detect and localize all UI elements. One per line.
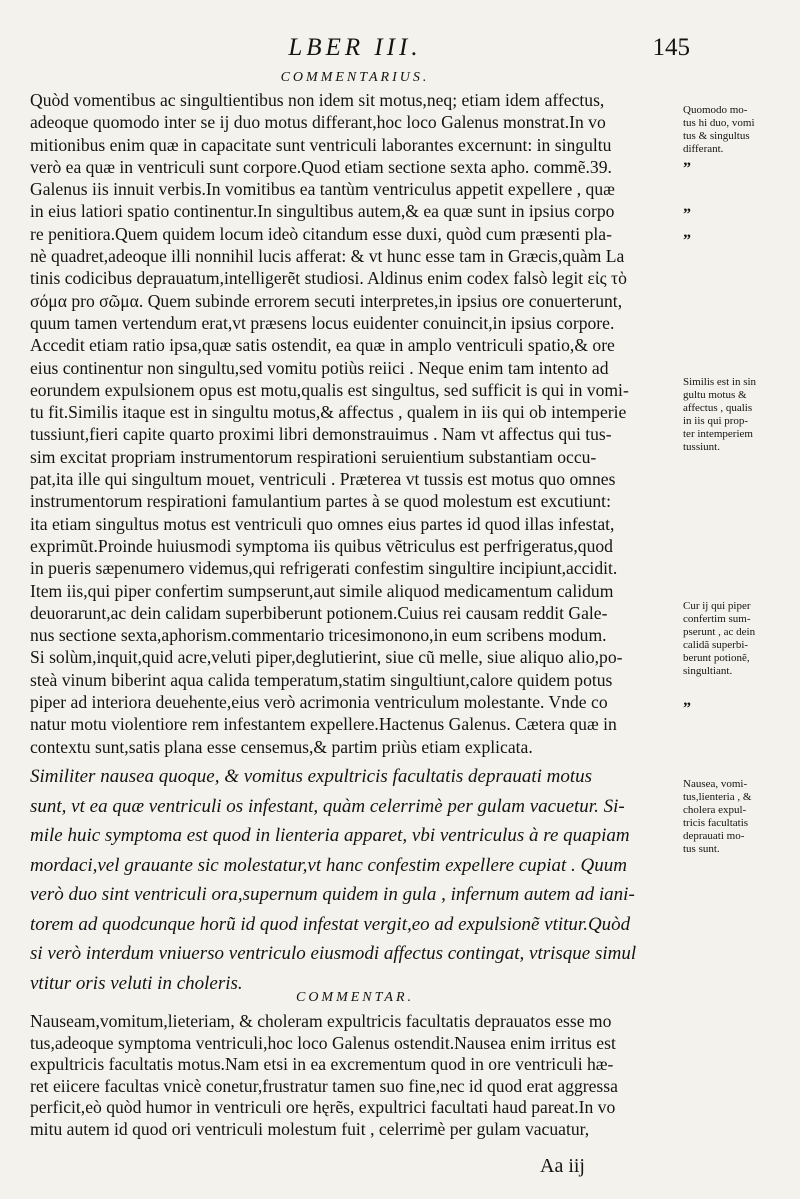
margin-note-line: pserunt , ac dein [683, 626, 756, 638]
text-line: expultricis facultatis motus.Nam etsi in ea excrementum quod in ore ventriculi hæ- [30, 1054, 614, 1074]
text-line: ita etiam singultus motus est ventriculi quo omnes eius partes id quod illas infestat, [30, 513, 615, 534]
text-line: σόμα pro σῶμα. Quem subinde errorem secuti interpretes,in ipsius ore conuerterunt, [30, 290, 623, 311]
text-line: Si solùm,inquit,quid acre,veluti piper,deglutierint, siue cũ melle, siue aliquo alio,po- [30, 647, 623, 668]
text-line: contextu sunt,satis plana esse censemus,& partim priùs etiam explicata. [30, 736, 533, 757]
text-line: nè quadret,adeoque illi nonnihil lucis afferat: & vt hunc esse tam in Græcis,quàm La [30, 246, 625, 267]
text-line: in pueris sæpenumero videmus,qui refrigerati confestim singultire incipiunt,accidit. [30, 558, 618, 579]
text-line: sim excitat propriam instrumentorum respirationi seruientium substantiam occu- [30, 446, 597, 467]
page-number: 145 [652, 34, 690, 61]
text-line: in eius latiori spatio continentur.In singultibus autem,& ea quæ sunt in ipsius corpo [30, 201, 615, 222]
text-line: eorundem expulsionem opus est motu,qualis est singultus, sed sufficit is qui in vomi- [30, 379, 629, 400]
text-line: ret eiicere facultas vnicè conetur,frustratur tamen suo fine,nec id quod erat aggressa [30, 1075, 618, 1096]
margin-note-line: gultu motus & [683, 389, 747, 401]
text-line: vtitur oris veluti in choleris. [30, 972, 243, 994]
margin-note-line: Nausea, vomi- [683, 778, 748, 790]
margin-note-line: confertim sum- [683, 613, 751, 625]
margin-note-line: affectus , qualis [683, 402, 753, 414]
quote-marker: ” [683, 232, 691, 249]
signature-mark: Aa iij [540, 1155, 585, 1177]
quote-marker: ” [683, 206, 691, 223]
margin-note [683, 104, 793, 156]
text-line: tu fit.Similis itaque est in singultu motus,& affectus , qualem in iis qui ob intemperie [30, 402, 627, 423]
text-line: perficit,eò quòd humor in ventriculi ore hęrẽs, expultrici facultati haud pareat.In vo [30, 1097, 616, 1117]
text-line: re penitiora.Quem quidem locum ideò citandum esse duxi, quòd cum præsenti pla- [30, 223, 612, 244]
margin-note-line: tus hi duo, vomi [683, 117, 755, 129]
margin-note-line: tricis facultatis [683, 817, 749, 829]
text-line: Quòd vomentibus ac singultientibus non idem sit motus,neq; etiam idem affectus, [30, 90, 605, 110]
margin-note-line: Quomodo mo- [683, 104, 748, 116]
text-line: tinis codicibus deprauatum,intelligerẽt studiosi. Aldinus enim codex falsò legit εἰς τὸ [30, 268, 627, 289]
text-line: nus sectione sexta,aphorism.commentario tricesimonono,in eum scribens modum. [30, 625, 607, 646]
text-line: adeoque quomodo inter se ij duo motus differant,hoc loco Galenus monstrat.In vo [30, 112, 606, 133]
margin-note-line: calidã superbi- [683, 639, 749, 651]
section-heading-commentar: COMMENTAR. [295, 990, 414, 1005]
text-line: deuorarunt,ac dein calidam superbiberunt potionem.Cuius rei causam reddit Gale- [30, 602, 608, 623]
margin-note-line: differant. [683, 143, 724, 155]
text-line: Galenus iis innuit verbis.In vomitibus ea tantùm ventriculus appetit expellere , quæ [30, 179, 615, 200]
text-line: verò ea quæ in ventriculi sunt corpore.Quod etiam sectione sexta apho. commẽ.39. [30, 156, 612, 177]
text-line: mile huic symptoma est quod in lienteria apparet, vbi ventriculus à re quapiam [30, 825, 630, 846]
text-line: instrumentorum respirationi famulantium partes à se quod molestum est excutiunt: [30, 491, 611, 512]
text-line: natur motu violentiore rem infestantem expellere.Hactenus Galenus. Cætera quæ in [30, 714, 617, 735]
text-line: Similiter nausea quoque, & vomitus expultricis facultatis deprauati motus [30, 766, 593, 787]
text-line: tussiunt,fieri capite quarto proximi libri demonstrauimus . Nam vt affectus qui tus- [30, 424, 612, 445]
margin-note-line: Cur ij qui piper [683, 600, 751, 612]
margin-note-line: deprauati mo- [683, 830, 745, 842]
margin-note [683, 600, 793, 678]
text-line: exprimũt.Proinde huiusmodi symptoma iis quibus vẽtriculus est perfrigeratus,quod [30, 535, 613, 556]
margin-note-line: cholera expul- [683, 804, 747, 816]
text-line: Accedit etiam ratio ipsa,quæ satis ostendit, ea quæ in amplo ventriculi spatio,& ore [30, 335, 615, 356]
text-line: si verò interdum vniuerso ventriculo eiusmodi affectus contingat, vtrisque simul [30, 943, 637, 964]
second-commentary-block [30, 1011, 684, 1140]
margin-note-line: berunt potionẽ, [683, 652, 750, 664]
margin-note [683, 376, 793, 454]
quote-marker: ” [683, 700, 691, 717]
text-line: Nauseam,vomitum,lieteriam, & choleram expultricis facultatis deprauatos esse mo [30, 1011, 612, 1031]
text-line: verò duo sint ventriculi ora,supernum quidem in gula , infernum autem ad iani- [30, 884, 635, 905]
margin-note-line: tus,lienteria , & [683, 791, 752, 803]
margin-note-line: tussiunt. [683, 441, 720, 453]
text-line: mitionibus enim quæ in capacitate sunt ventriculi laborantes excernunt: in singultu [30, 134, 612, 155]
margin-note-line: tus & singultus [683, 130, 750, 142]
text-line: torem ad quodcunque horũ id quod infestat vergit,eo ad expulsionẽ vtitur.Quòd [30, 913, 631, 935]
text-line: sunt, vt ea quæ ventriculi os infestant, quàm celerrimè per gulam vacuetur. Si- [30, 795, 625, 817]
margin-note [683, 778, 793, 856]
section-heading-commentarius: COMMENTARIUS. [280, 70, 430, 85]
text-line: mitu autem id quod ori ventriculi molestum fuit , celerrimè per gulam vacuatur, [30, 1118, 590, 1139]
margin-note-line: singultiant. [683, 665, 733, 677]
text-line: tus,adeoque symptoma ventriculi,hoc loco Galenus ostendit.Nausea enim irritus est [30, 1032, 616, 1053]
commentary-text-block [30, 89, 684, 758]
margin-note-line: ter intemperiem [683, 428, 753, 440]
margin-note-line: in iis qui prop- [683, 415, 749, 427]
text-line: mordaci,vel grauante sic molestatur,vt hanc confestim expellere cupiat . Quum [30, 854, 627, 876]
quote-marker: ” [683, 160, 691, 177]
text-line: Item iis,qui piper confertim sumpserunt,aut simile aliquod medicamentum calidum [30, 580, 614, 601]
margin-note-line: tus sunt. [683, 843, 720, 855]
margin-note-line: Similis est in sin [683, 376, 757, 388]
text-line: eius continentur non singultu,sed vomitu potiùs reiici . Neque enim tam intento ad [30, 357, 609, 378]
text-line: piper ad interiora deuehente,eius verò acrimonia ventriculum molestante. Vnde co [30, 692, 608, 713]
running-head: LBER III. [288, 34, 422, 61]
text-line: pat,ita ille qui singultum mouet, ventriculi . Præterea vt tussis est motus quo omnes [30, 469, 616, 490]
text-line: quum tamen vertendum erat,vt præsens locus euidenter conuincit,in ipsius corpore. [30, 312, 615, 333]
galen-text-block [30, 762, 684, 998]
text-line: steà vinum biberint aqua calida temperatum,statim singultiunt,calore quidem potus [30, 669, 613, 690]
